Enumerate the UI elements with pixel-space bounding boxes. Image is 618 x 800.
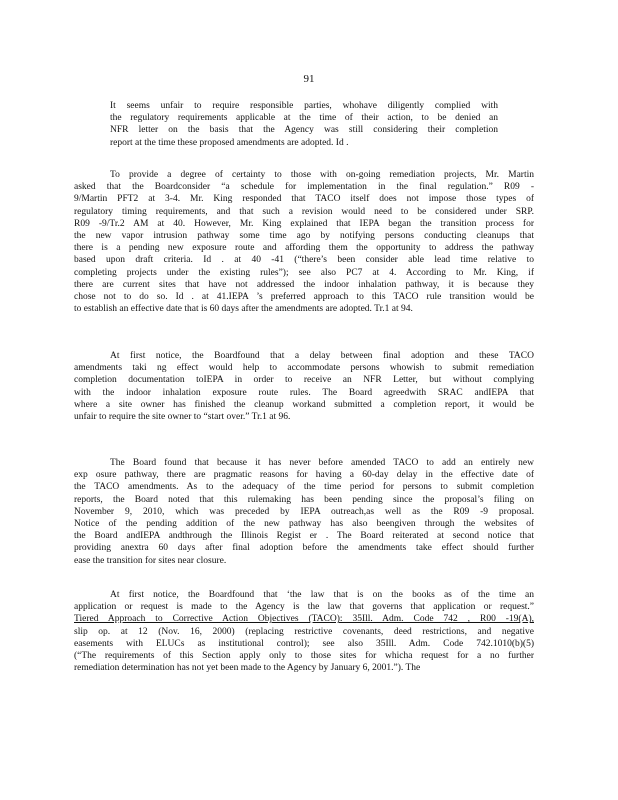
text-line: At first notice, the Boardfound that a delay between final adoption and these TACO bbox=[110, 351, 534, 361]
text-line: ease the transition for sites near closure. bbox=[74, 555, 227, 566]
page-number: 91 bbox=[303, 73, 315, 85]
text-line: the TACO amendments. As to the adequacy of the time period for persons to submit completion bbox=[74, 482, 534, 493]
text-line: remediation determination has not yet been made to the Agency by January 6, 2001.”). The bbox=[74, 663, 421, 674]
paragraph-1 bbox=[74, 169, 534, 315]
text-line: based upon draft criteria. Id . at 40 -41 (“there’s been consider able lead time relative to bbox=[74, 255, 534, 266]
text-line: Notice of the pending addition of the new pathway has also beengiven through the websites of bbox=[74, 518, 534, 529]
paragraph-4 bbox=[74, 589, 534, 674]
text-line: R09 -9/Tr.2 AM at 40. However, Mr. King explained that IEPA began the transition process for bbox=[74, 218, 534, 229]
text-line: the Board andIEPA andthrough the Illinois Regist er . The Board reiterated at second notice that bbox=[74, 531, 534, 542]
text-line: slip op. at 12 (Nov. 16, 2000) (replacing restrictive covenants, deed restrictions, and negative bbox=[74, 626, 534, 637]
text-line: It seems unfair to require responsible parties, whohave diligently complied with bbox=[110, 101, 498, 111]
text-line: completing projects under the existing rules”); see also PC7 at 4. According to Mr. King, if bbox=[74, 267, 534, 278]
text-line: the new vapor intrusion pathway some time ago by notifying persons conducting cleanups that bbox=[74, 230, 534, 241]
text-line: to establish an effective date that is 60 days after the amendments are adopted. Tr.1 at 94. bbox=[74, 304, 413, 315]
text-line: unfair to require the site owner to “start over.” Tr.1 at 96. bbox=[74, 411, 291, 422]
text-line: there are current sites that have not addressed the indoor inhalation pathway, it is because they bbox=[74, 279, 534, 290]
text-line: To provide a degree of certainty to those with on-going remediation projects, Mr. Martin bbox=[110, 170, 534, 180]
text-line: reports, the Board noted that this rulemaking has been pending since the proposal’s filing on bbox=[74, 494, 534, 505]
text-line: chose not to do so. Id . at 41.IEPA ’s preferred approach to this TACO rule transition would be bbox=[74, 291, 534, 302]
text-line: (“The requirements of this Section apply only to those sites for whicha request for a no further bbox=[74, 650, 534, 661]
paragraph-2 bbox=[74, 350, 534, 423]
text-line: amendments taki ng effect would help to accommodate persons whowish to submit remediation bbox=[74, 363, 534, 374]
text-line: Tiered Approach to Corrective Action Objectives (TACO): 35Ill. Adm. Code 742 , R00 -19(A), bbox=[74, 614, 534, 625]
text-line: At first notice, the Boardfound that ‘the law that is on the books as of the time an bbox=[110, 590, 534, 600]
text-line: completion documentation toIEPA in order to receive an NFR Letter, but without complying bbox=[74, 375, 534, 386]
text-line: providing anextra 60 days after final adoption before the amendments take effect should further bbox=[74, 543, 534, 554]
text-line: November 9, 2010, which was preceded by IEPA outreach,as well as the R09 -9 proposal. bbox=[74, 506, 534, 517]
text-line: easements with ELUCs as institutional control); see also 35Ill. Adm. Code 742.1010(b)(5) bbox=[74, 638, 534, 649]
text-line: application or request is made to the Agency is the law that governs that application or request.” bbox=[74, 602, 534, 613]
text-line: where a site owner has finished the cleanup workand submitted a completion report, it would be bbox=[74, 399, 534, 410]
text-line: report at the time these proposed amendments are adopted. Id . bbox=[110, 137, 349, 148]
text-line: there is a pending new exposure route and affording them the opportunity to address the pathway bbox=[74, 243, 534, 254]
text-line: asked that the Boardconsider “a schedule for implementation in the final regulation.” R09 - bbox=[74, 182, 534, 193]
text-line: with the indoor inhalation exposure route rules. The Board agreedwith SRAC andIEPA that bbox=[74, 387, 534, 398]
text-line: the regulatory requirements applicable at the time of their action, to be denied an bbox=[110, 113, 498, 124]
block-quote bbox=[110, 100, 498, 149]
text-line: 9/Martin PFT2 at 3-4. Mr. King responded that TACO itself does not impose those types of bbox=[74, 194, 534, 205]
paragraph-3 bbox=[74, 457, 534, 567]
text-line: regulatory timing requirements, and that such a revision would need to be considered under SRP. bbox=[74, 206, 534, 217]
text-line: NFR letter on the basis that the Agency was still considering their completion bbox=[110, 125, 498, 136]
text-line: exp osure pathway, there are pragmatic reasons for having a 60-day delay in the effective date of bbox=[74, 470, 534, 481]
text-line: The Board found that because it has never before amended TACO to add an entirely new bbox=[110, 458, 534, 468]
